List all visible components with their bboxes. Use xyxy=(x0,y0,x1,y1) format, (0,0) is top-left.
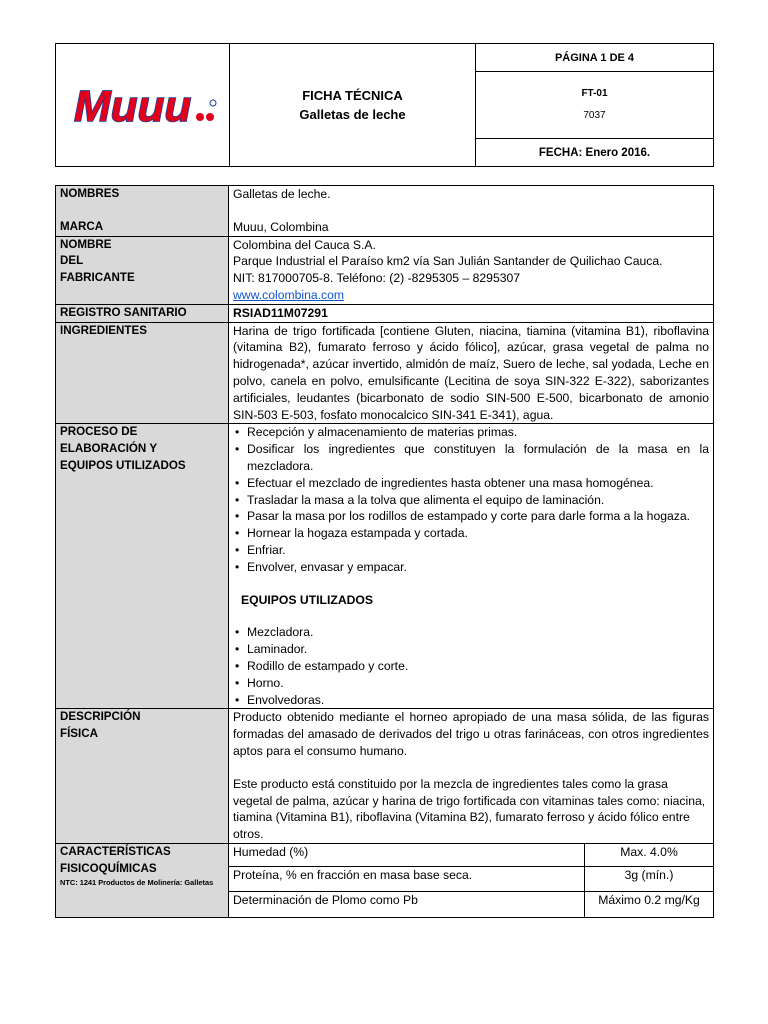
label-proceso-1: PROCESO DE xyxy=(60,425,138,439)
list-item: • Pasar la masa por los rodillos de estampado y corte para darle forma a la hogaza. xyxy=(247,508,709,525)
label-ingredientes: INGREDIENTES xyxy=(56,322,229,424)
list-item: • Hornear la hogaza estampada y cortada. xyxy=(247,525,709,542)
fabricante-contact: NIT: 817000705-8. Teléfono: (2) -8295305 – 8295307 xyxy=(233,271,521,286)
logo-cell xyxy=(56,44,230,167)
value-cell: Máximo 0.2 mg/Kg xyxy=(585,892,714,917)
descripcion-para-1: Producto obtenido mediante el horneo apropiado de una masa sólida, de las figuras formadas del amasado de derivados del trigo u otras farináceas, con otros ingredientes aptos para el consumo humano. xyxy=(233,710,709,758)
equipment-list xyxy=(233,624,709,708)
list-item: • Trasladar la masa a la tolva que alimenta el equipo de laminación. xyxy=(247,492,709,509)
param-cell: Proteína, % en fracción en masa base seca. xyxy=(229,867,585,892)
row-proceso xyxy=(56,424,714,709)
list-item: • Mezcladora. xyxy=(247,624,709,641)
label-fabricante-3: FABRICANTE xyxy=(60,271,135,285)
row-descripcion xyxy=(56,709,714,844)
list-item: • Dosificar los ingredientes que constituyen la formulación de la masa en la mezcladora. xyxy=(247,441,709,475)
value-registro: RSIAD11M07291 xyxy=(229,304,714,322)
doc-type: FICHA TÉCNICA xyxy=(302,88,403,103)
label-marca: MARCA xyxy=(60,219,104,233)
doc-number: 7037 xyxy=(583,110,606,121)
list-item: • Envolvedoras. xyxy=(247,692,709,709)
label-fisico-1: CARACTERÍSTICAS xyxy=(60,844,171,858)
list-item: • Laminador. xyxy=(247,641,709,658)
product-name: Galletas de leche xyxy=(299,107,406,122)
list-item: • Enfriar. xyxy=(247,542,709,559)
row-ingredientes xyxy=(56,322,714,424)
row-fisicoquimicas xyxy=(56,843,714,917)
label-fabricante-2: DEL xyxy=(60,254,84,268)
list-item: • Rodillo de estampado y corte. xyxy=(247,658,709,675)
process-steps-list xyxy=(233,424,709,575)
list-item: • Efectuar el mezclado de ingredientes hasta obtener una masa homogénea. xyxy=(247,475,709,492)
header-table xyxy=(55,43,714,167)
row-nombres xyxy=(56,186,714,237)
table-row xyxy=(229,844,713,867)
list-item: • Horno. xyxy=(247,675,709,692)
param-cell: Humedad (%) xyxy=(229,844,585,867)
label-proceso-3: EQUIPOS UTILIZADOS xyxy=(60,458,186,472)
label-fabricante-1: NOMBRE xyxy=(60,237,112,251)
muuu-logo xyxy=(68,73,218,133)
row-registro xyxy=(56,304,714,322)
label-proceso-2: ELABORACIÓN Y xyxy=(60,442,158,456)
fisico-table xyxy=(229,844,713,917)
table-row xyxy=(229,867,713,892)
logo-dot xyxy=(196,113,204,121)
label-nombres: NOMBRES xyxy=(60,187,120,200)
descripcion-para-2: Este producto está constituido por la mezcla de ingredientes tales como la grasa vegetal de palma, azúcar y harina de trigo fortificada con vitaminas tales como: niacina, tiamina (Vitamina B1), riboflavina (Vitamina B2), fumarato ferroso y ácido fólico entre otros. xyxy=(233,776,706,842)
label-registro: REGISTRO SANITARIO xyxy=(56,304,229,322)
doc-title-cell xyxy=(230,44,476,167)
spec-table xyxy=(55,185,714,918)
label-descripcion-1: DESCRIPCIÓN xyxy=(60,710,141,724)
doc-code: FT-01 xyxy=(581,88,608,99)
label-descripcion-2: FÍSICA xyxy=(60,727,99,741)
logo-text: Muuu xyxy=(73,81,191,131)
label-fisico-2: FISICOQUÍMICAS xyxy=(60,861,157,875)
value-ingredientes: Harina de trigo fortificada [contiene Gluten, niacina, tiamina (vitamina B1), riboflavina (vitamina B2), fumarato ferroso y ácido fólico], azúcar, grasa vegetal de palma no hidrogenada*, azúcar invertido, almidón de maíz, Suero de leche, sal yodada, Leche en polvo, canela en polvo, emulsificante (Lecitina de soya SIN-322 E-322), saborizantes artificiales, leudantes (bicarbonato de sodio SIN-500 E-500, bicarbonato de amonio SIN-503 E-503, fosfato monocalcico SIN-341 E-341), agua. xyxy=(229,322,714,424)
list-item: • Envolver, envasar y empacar. xyxy=(247,559,709,576)
fabricante-address: Parque Industrial el Paraíso km2 vía San Julián Santander de Quilichao Cauca. xyxy=(233,254,663,269)
website-link[interactable]: www.colombina.com xyxy=(233,287,345,302)
logo-dot xyxy=(206,113,214,121)
ntc-note: NTC: 1241 Productos de Molinería: Galletas xyxy=(60,878,214,888)
fabricante-name: Colombina del Cauca S.A. xyxy=(233,237,376,252)
equipos-title: EQUIPOS UTILIZADOS xyxy=(241,592,374,607)
value-cell: Max. 4.0% xyxy=(585,844,714,867)
page-number: PÁGINA 1 DE 4 xyxy=(476,44,714,72)
param-cell: Determinación de Plomo como Pb xyxy=(229,892,585,917)
doc-code-cell xyxy=(476,72,714,139)
value-marca: Muuu, Colombina xyxy=(233,219,329,234)
value-cell: 3g (mín.) xyxy=(585,867,714,892)
registered-mark-icon xyxy=(210,100,216,106)
row-fabricante xyxy=(56,236,714,304)
doc-date: FECHA: Enero 2016. xyxy=(476,139,714,167)
list-item: • Recepción y almacenamiento de materias primas. xyxy=(247,424,709,441)
table-row xyxy=(229,892,713,917)
value-nombres: Galletas de leche. xyxy=(233,187,331,201)
